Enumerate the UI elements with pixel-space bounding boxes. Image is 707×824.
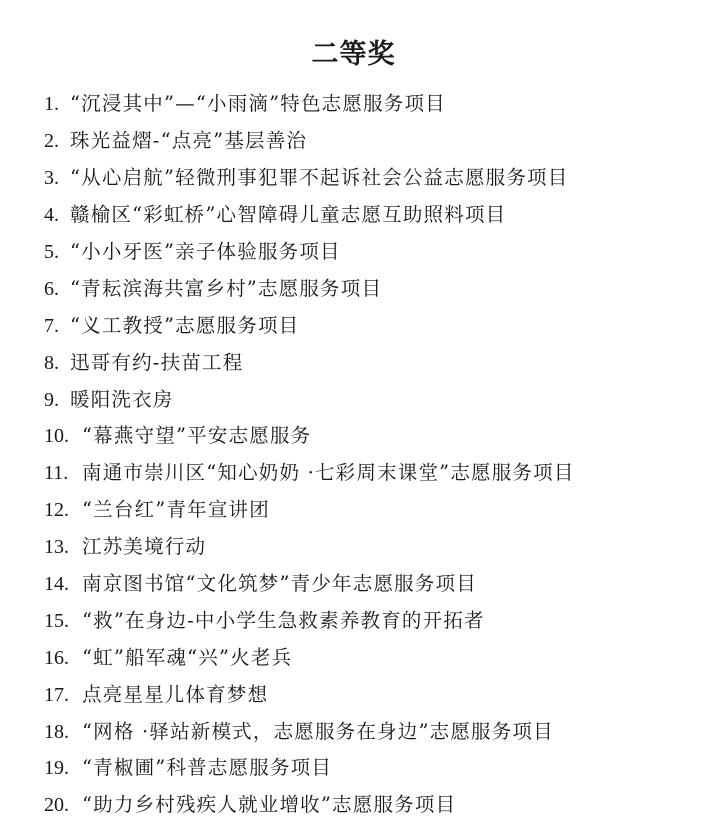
list-item (44, 234, 694, 271)
item-number: 9. (44, 388, 59, 411)
item-text: “青椒圃”科普志愿服务项目 (82, 756, 333, 780)
item-text: 南通市崇川区“知心奶奶 ·七彩周末课堂”志愿服务项目 (82, 461, 575, 485)
list-item (44, 160, 694, 197)
list-item (44, 381, 694, 418)
award-list (44, 86, 694, 824)
list-item (44, 344, 694, 381)
list-item (44, 750, 694, 787)
list-item (44, 602, 694, 639)
item-number: 5. (44, 241, 59, 263)
list-item (44, 676, 694, 713)
item-text: 珠光益熠-“点亮”基层善治 (70, 129, 308, 153)
item-text: “助力乡村残疾人就业增收”志愿服务项目 (82, 793, 457, 817)
item-number: 7. (44, 314, 59, 337)
list-item (44, 787, 694, 824)
item-number: 12. (44, 499, 69, 522)
item-number: 10. (44, 425, 69, 448)
item-number: 11. (44, 462, 69, 485)
item-number: 1. (44, 93, 59, 116)
page-title: 二等奖 (311, 39, 396, 70)
list-item (44, 270, 694, 307)
list-item (44, 455, 694, 492)
list-item (44, 492, 694, 529)
item-text: “网格 ·驿站新模式，志愿服务在身边”志愿服务项目 (82, 719, 554, 743)
item-number: 14. (44, 573, 69, 596)
item-text: “幕燕守望”平安志愿服务 (82, 424, 312, 448)
list-item (44, 529, 694, 566)
item-text: “沉浸其中”—“小雨滴”特色志愿服务项目 (70, 92, 446, 116)
item-number: 20. (44, 794, 69, 817)
item-text: “从心启航”轻微刑事犯罪不起诉社会公益志愿服务项目 (70, 166, 569, 190)
list-item (44, 713, 694, 750)
item-text: 迅哥有约-扶苗工程 (70, 350, 244, 374)
list-item (44, 566, 694, 603)
item-text: 赣榆区“彩虹桥”心智障碍儿童志愿互助照料项目 (70, 203, 507, 227)
item-number: 6. (44, 277, 59, 300)
list-item (44, 307, 694, 344)
item-number: 17. (44, 683, 69, 706)
item-text: 南京图书馆“文化筑梦”青少年志愿服务项目 (82, 572, 477, 596)
item-text: “青耘滨海共富乡村”志愿服务项目 (70, 276, 383, 300)
item-number: 18. (44, 720, 69, 743)
item-number: 2. (44, 130, 59, 153)
item-number: 16. (44, 646, 69, 669)
item-text: “虹”船军魂“兴”火老兵 (82, 645, 293, 669)
list-item (44, 123, 694, 160)
item-text: 点亮星星儿体育梦想 (82, 682, 269, 706)
item-text: “义工教授”志愿服务项目 (70, 313, 300, 337)
item-number: 3. (44, 167, 59, 190)
item-number: 4. (44, 204, 59, 227)
item-number: 19. (44, 757, 69, 780)
item-number: 13. (44, 536, 69, 559)
item-text: 江苏美境行动 (82, 535, 207, 559)
item-number: 8. (44, 351, 59, 374)
list-item (44, 418, 694, 455)
item-text: “兰台红”青年宣讲团 (82, 498, 270, 522)
list-item (44, 86, 694, 123)
item-number: 15. (44, 609, 69, 632)
item-text: “救”在身边-中小学生急救素养教育的开拓者 (82, 608, 485, 632)
item-text: 暖阳洗衣房 (70, 387, 174, 411)
item-text: “小小牙医”亲子体验服务项目 (70, 240, 341, 263)
list-item (44, 639, 694, 676)
list-item (44, 197, 694, 234)
